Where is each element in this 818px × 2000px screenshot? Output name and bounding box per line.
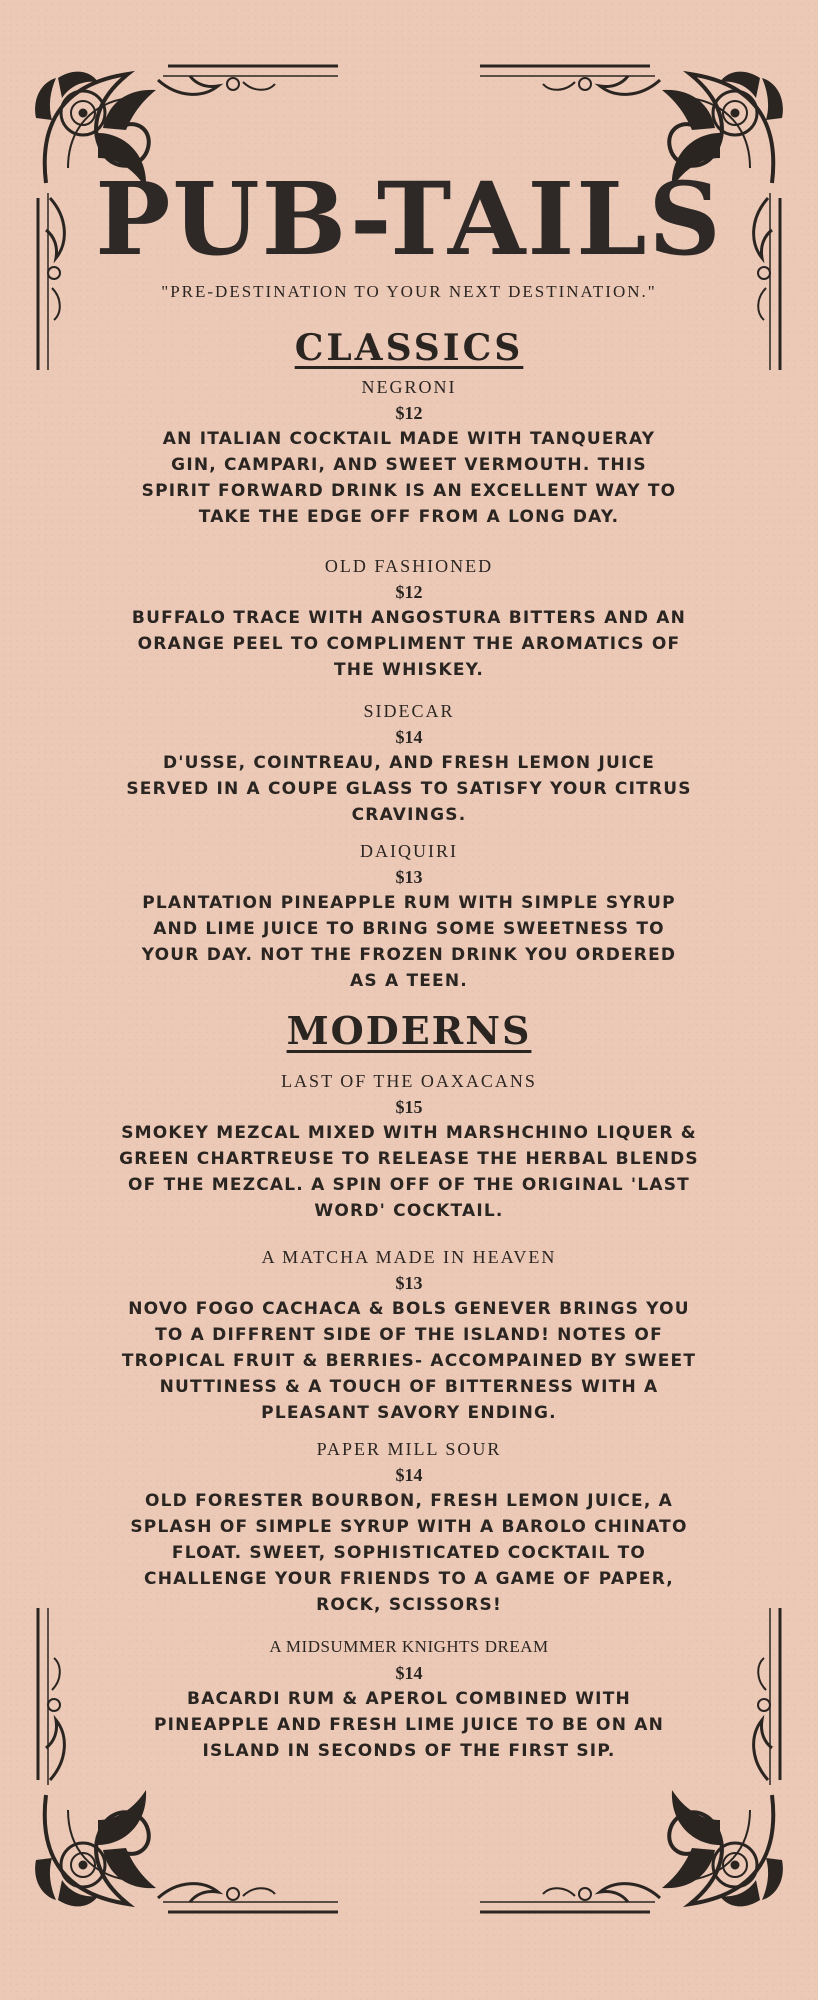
item-price: $13 bbox=[395, 867, 423, 887]
item-name: A MATCHA MADE IN HEAVEN bbox=[261, 1247, 557, 1267]
item-price: $14 bbox=[395, 1465, 423, 1485]
section-heading-moderns: MODERNS bbox=[286, 1008, 532, 1053]
item-name: SIDECAR bbox=[363, 701, 455, 721]
item-name: LAST OF THE OAXACANS bbox=[281, 1071, 537, 1091]
menu-item-paper-mill-sour bbox=[0, 1436, 818, 1618]
menu-tagline: "PRE-DESTINATION TO YOUR NEXT DESTINATION." bbox=[161, 282, 657, 301]
item-description: BUFFALO TRACE WITH ANGOSTURA BITTERS AND AN ORANGE PEEL TO COMPLIMENT THE AROMATICS OF THE WHISKEY. bbox=[131, 608, 687, 680]
item-description: AN ITALIAN COCKTAIL MADE WITH TANQUERAY GIN, CAMPARI, AND SWEET VERMOUTH. THIS SPIRIT FORWARD DRINK IS AN EXCELLENT WAY TO TAKE THE EDGE OFF FROM A LONG DAY. bbox=[141, 429, 677, 527]
item-name: PAPER MILL SOUR bbox=[316, 1439, 502, 1459]
item-description: OLD FORESTER BOURBON, FRESH LEMON JUICE, A SPLASH OF SIMPLE SYRUP WITH A BAROLO CHINATO FLOAT. SWEET, SOPHISTICATED COCKTAIL TO CHALLENGE YOUR FRIENDS TO A GAME OF PAPER, ROCK, SCISSORS! bbox=[130, 1491, 688, 1615]
section-heading-classics: CLASSICS bbox=[294, 327, 524, 369]
item-price: $14 bbox=[395, 727, 423, 747]
menu-title: PUB-TAILS bbox=[95, 160, 723, 278]
menu-item-a-midsummer-knights-dream bbox=[0, 1634, 818, 1764]
menu-item-a-matcha-made-in-heaven bbox=[0, 1244, 818, 1426]
menu-item-last-of-the-oaxacans bbox=[0, 1068, 818, 1224]
menu-item-daiquiri bbox=[0, 838, 818, 994]
menu-item-negroni bbox=[0, 374, 818, 530]
item-name: OLD FASHIONED bbox=[324, 556, 494, 576]
menu-item-sidecar bbox=[0, 698, 818, 828]
item-description: D'USSE, COINTREAU, AND FRESH LEMON JUICE SERVED IN A COUPE GLASS TO SATISFY YOUR CITRUS CRAVINGS. bbox=[126, 753, 692, 825]
item-description: NOVO FOGO CACHACA & BOLS GENEVER BRINGS YOU TO A DIFFRENT SIDE OF THE ISLAND! NOTES OF TROPICAL FRUIT & BERRIES- ACCOMPAINED BY SWEET NUTTINESS & A TOUCH OF BITTERNESS WITH A PLEASANT SAVORY ENDING. bbox=[121, 1299, 697, 1423]
item-description: SMOKEY MEZCAL MIXED WITH MARSHCHINO LIQUER & GREEN CHARTREUSE TO RELEASE THE HERBAL BLENDS OF THE MEZCAL. A SPIN OFF OF THE ORIGINAL 'LAST WORD' COCKTAIL. bbox=[119, 1123, 699, 1221]
item-name: A MIDSUMMER KNIGHTS DREAM bbox=[269, 1637, 549, 1656]
item-name: DAIQUIRI bbox=[360, 841, 458, 861]
item-price: $15 bbox=[395, 1097, 423, 1117]
item-price: $13 bbox=[395, 1273, 423, 1293]
item-price: $14 bbox=[395, 1663, 423, 1683]
item-price: $12 bbox=[395, 582, 423, 602]
item-name: NEGRONI bbox=[361, 377, 457, 397]
item-price: $12 bbox=[395, 403, 423, 423]
menu-item-old-fashioned bbox=[0, 553, 818, 683]
item-description: BACARDI RUM & APEROL COMBINED WITH PINEAPPLE AND FRESH LIME JUICE TO BE ON AN ISLAND IN SECONDS OF THE FIRST SIP. bbox=[153, 1689, 665, 1761]
item-description: PLANTATION PINEAPPLE RUM WITH SIMPLE SYRUP AND LIME JUICE TO BRING SOME SWEETNESS TO YOUR DAY. NOT THE FROZEN DRINK YOU ORDERED AS A TEEN. bbox=[141, 893, 677, 991]
